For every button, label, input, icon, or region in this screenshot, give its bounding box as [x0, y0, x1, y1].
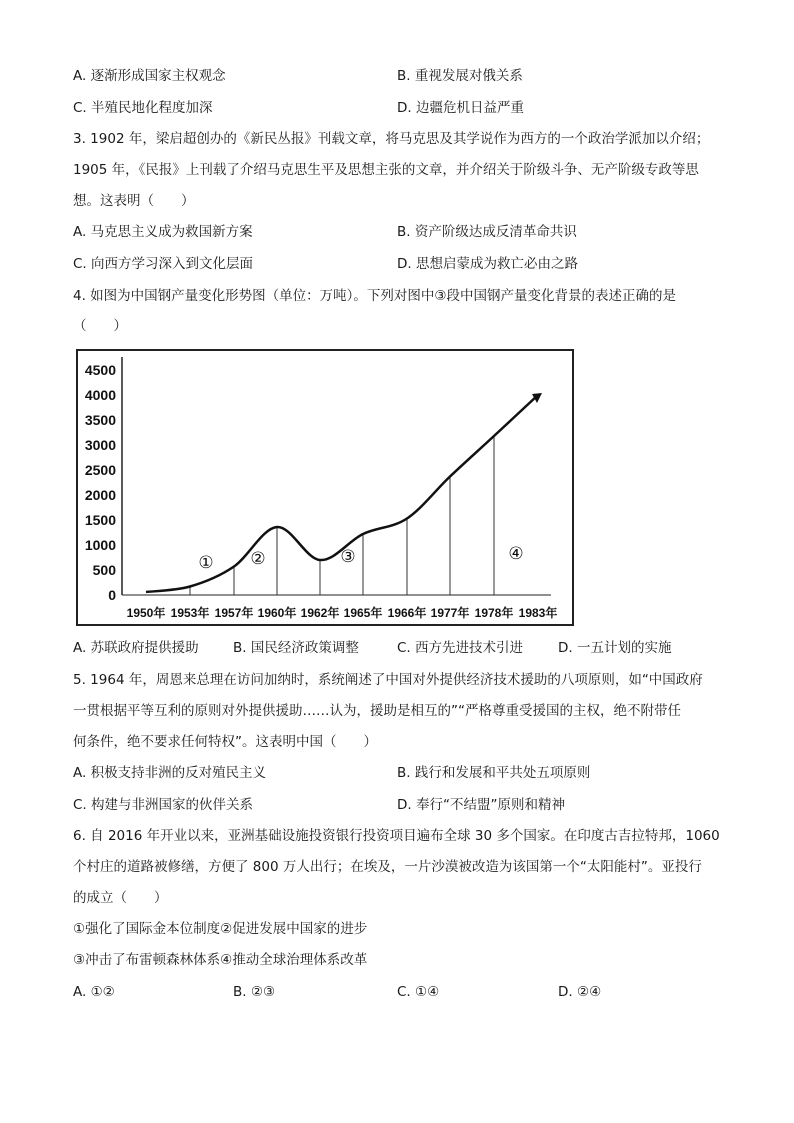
x-tick-label: 1965年 — [343, 606, 383, 620]
q6-option-a: A. ①② — [73, 984, 115, 1000]
q6-option-b: B. ②③ — [233, 984, 276, 1000]
y-tick-label: 2500 — [84, 462, 116, 478]
x-tick-label: 1966年 — [387, 606, 427, 620]
x-tick-label: 1983年 — [518, 606, 558, 620]
chart-svg — [76, 349, 574, 626]
q2-option-c: C. 半殖民地化程度加深 — [73, 100, 213, 116]
q4-stem-line-2: （ ） — [73, 318, 127, 334]
x-tick-label: 1960年 — [257, 606, 297, 620]
q6-statements-line-1: ①强化了国际金本位制度②促进发展中国家的进步 — [73, 921, 368, 937]
q2-option-b: B. 重视发展对俄关系 — [397, 68, 523, 84]
q4-stem-line-1: 4. 如图为中国钢产量变化形势图（单位：万吨）。下列对图中③段中国钢产量变化背景的表述正确的是 — [73, 288, 677, 304]
y-tick-label: 1000 — [84, 537, 116, 553]
q4-option-c: C. 西方先进技术引进 — [397, 640, 524, 656]
q4-option-d: D. 一五计划的实施 — [558, 640, 672, 656]
q3-option-b: B. 资产阶级达成反清革命共识 — [397, 224, 577, 240]
q2-option-d: D. 边疆危机日益严重 — [397, 100, 524, 116]
q3-option-c: C. 向西方学习深入到文化层面 — [73, 256, 254, 272]
q6-stem-line-2: 个村庄的道路被修缮，方便了 800 万人出行；在埃及，一片沙漠被改造为该国第一个“太阳能村”。亚投行 — [73, 859, 702, 875]
segment-label: ② — [250, 549, 266, 568]
q5-option-b: B. 践行和发展和平共处五项原则 — [397, 765, 591, 781]
x-tick-label: 1953年 — [170, 606, 210, 620]
chart-frame — [77, 350, 573, 625]
segment-label: ③ — [340, 547, 356, 566]
q6-option-c: C. ①④ — [397, 984, 440, 1000]
x-tick-label: 1950年 — [126, 606, 166, 620]
q5-option-a: A. 积极支持非洲的反对殖民主义 — [73, 765, 267, 781]
q6-statements-line-2: ③冲击了布雷顿森林体系④推动全球治理体系改革 — [73, 952, 368, 968]
q3-stem-line-2: 1905 年，《民报》上刊载了介绍马克思生平及思想主张的文章，并介绍关于阶级斗争、无产阶级专政等思 — [73, 162, 699, 178]
y-tick-label: 4000 — [84, 387, 116, 403]
x-tick-label: 1977年 — [430, 606, 470, 620]
q5-stem-line-3: 何条件，绝不要求任何特权”。这表明中国（ ） — [73, 734, 377, 750]
q5-option-c: C. 构建与非洲国家的伙伴关系 — [73, 797, 254, 813]
segment-label: ④ — [508, 544, 524, 563]
q3-option-d: D. 思想启蒙成为救亡必由之路 — [397, 256, 578, 272]
y-tick-label: 500 — [92, 562, 116, 578]
q3-option-a: A. 马克思主义成为救国新方案 — [73, 224, 253, 240]
q3-stem-line-1: 3. 1902 年，梁启超创办的《新民丛报》刊载文章，将马克思及其学说作为西方的一个政治学派加以介绍； — [73, 131, 710, 147]
segment-label: ① — [198, 553, 214, 572]
q6-option-d: D. ②④ — [558, 984, 602, 1000]
y-tick-label: 2000 — [84, 487, 116, 503]
q5-stem-line-2: 一贯根据平等互利的原则对外提供援助……认为，援助是相互的”“严格尊重受援国的主权，绝不附带任 — [73, 703, 681, 719]
q3-stem-line-3: 想。这表明（ ） — [73, 193, 195, 209]
q4-option-a: A. 苏联政府提供援助 — [73, 640, 199, 656]
y-tick-label: 0 — [108, 587, 116, 603]
x-tick-label: 1962年 — [300, 606, 340, 620]
q2-option-a: A. 逐渐形成国家主权观念 — [73, 68, 226, 84]
x-tick-label: 1957年 — [214, 606, 254, 620]
q5-stem-line-1: 5. 1964 年，周恩来总理在访问加纳时，系统阐述了中国对外提供经济技术援助的八项原则，如“中国政府 — [73, 672, 703, 688]
q6-stem-line-3: 的成立（ ） — [73, 890, 168, 906]
x-tick-label: 1978年 — [474, 606, 514, 620]
y-tick-label: 4500 — [84, 362, 116, 378]
q6-stem-line-1: 6. 自 2016 年开业以来，亚洲基础设施投资银行投资项目遍布全球 30 多个国家。在印度古吉拉特邦，1060 — [73, 828, 720, 844]
y-tick-label: 1500 — [84, 512, 116, 528]
q5-option-d: D. 奉行“不结盟”原则和精神 — [397, 797, 565, 813]
y-tick-label: 3000 — [84, 437, 116, 453]
y-tick-label: 3500 — [84, 412, 116, 428]
steel-output-chart — [76, 349, 574, 626]
q4-option-b: B. 国民经济政策调整 — [233, 640, 359, 656]
